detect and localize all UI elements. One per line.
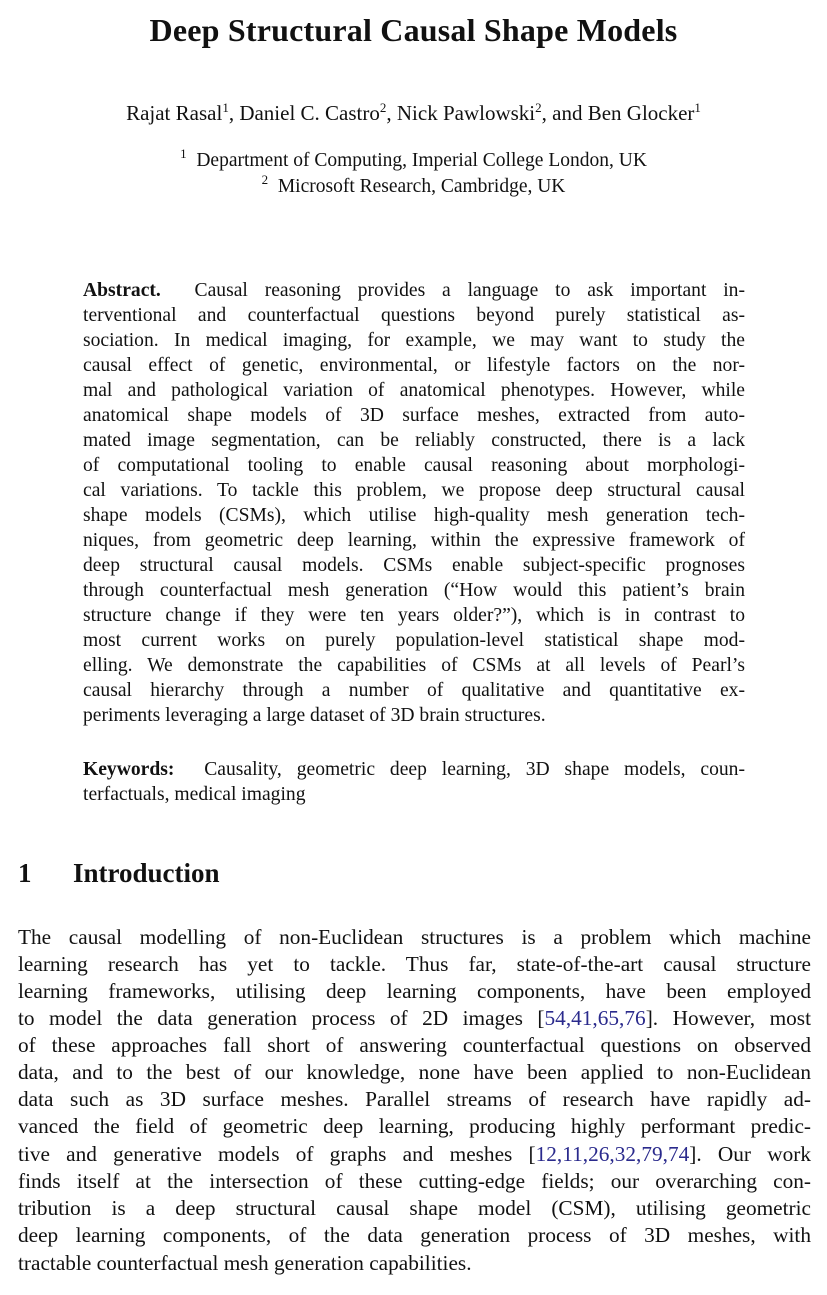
affiliation-text: Department of Computing, Imperial College London, UK bbox=[196, 150, 647, 171]
abstract-line: niques, from geometric deep learning, within the expressive framework of bbox=[83, 530, 745, 551]
section-heading bbox=[18, 856, 220, 890]
body-line: to model the data generation process of 2D images [54,41,65,76]. However, most bbox=[18, 1006, 812, 1030]
abstract-line: terventional and counterfactual questions beyond purely statistical as- bbox=[83, 305, 745, 326]
keywords-line: terfactuals, medical imaging bbox=[83, 784, 306, 805]
body-line: tive and generative models of graphs and meshes [12,11,26,32,79,74]. Our work bbox=[18, 1142, 811, 1166]
body-line: The causal modelling of non-Euclidean structures is a problem which machine bbox=[18, 925, 811, 949]
abstract-line: cal variations. To tackle this problem, we propose deep structural causal bbox=[83, 480, 745, 501]
abstract-line: of computational tooling to enable causal reasoning about morphologi- bbox=[83, 455, 745, 476]
body-line: data such as 3D surface meshes. Parallel streams of research have rapidly ad- bbox=[18, 1087, 811, 1111]
body-line: learning research has yet to tackle. Thus far, state-of-the-art causal structure bbox=[18, 952, 811, 976]
body-line: deep learning components, of the data generation process of 3D meshes, with bbox=[18, 1223, 811, 1247]
author-separator: , bbox=[386, 101, 397, 125]
abstract-line: shape models (CSMs), which utilise high-quality mesh generation tech- bbox=[83, 505, 745, 526]
affiliation-text: Microsoft Research, Cambridge, UK bbox=[277, 176, 566, 197]
citation-link[interactable]: 12,11,26,32,79,74 bbox=[535, 1142, 690, 1166]
body-line: tractable counterfactual mesh generation capabilities. bbox=[18, 1251, 472, 1275]
author-separator: , bbox=[228, 101, 240, 125]
abstract-line: causal effect of genetic, environmental, or lifestyle factors on the nor- bbox=[83, 355, 745, 376]
author-list bbox=[0, 99, 827, 127]
keywords-label: Keywords: bbox=[83, 759, 175, 780]
affiliation-mark: 1 bbox=[694, 100, 701, 115]
abstract-line: elling. We demonstrate the capabilities of CSMs at all levels of Pearl’s bbox=[83, 655, 745, 676]
affiliation bbox=[0, 174, 827, 200]
abstract-line: causal hierarchy through a number of qualitative and quantitative ex- bbox=[83, 680, 745, 701]
abstract-line: Abstract. Causal reasoning provides a language to ask important in- bbox=[83, 280, 745, 301]
section-title: Introduction bbox=[73, 858, 220, 888]
abstract-line: mated image segmentation, can be reliably constructed, there is a lack bbox=[83, 430, 745, 451]
affiliation bbox=[0, 148, 827, 174]
body-line: tribution is a deep structural causal shape model (CSM), utilising geometric bbox=[18, 1196, 811, 1220]
affiliation-mark: 2 bbox=[379, 100, 387, 115]
section-number: 1 bbox=[18, 858, 32, 888]
author-name: Rajat Rasal bbox=[126, 101, 223, 125]
affiliation-mark: 1 bbox=[180, 146, 187, 161]
abstract-line: periments leveraging a large dataset of 3D brain structures. bbox=[83, 705, 546, 726]
author-name: Daniel C. Castro bbox=[239, 101, 380, 125]
abstract-line: through counterfactual mesh generation (“How would this patient’s brain bbox=[83, 580, 745, 601]
keywords-line: Keywords: Causality, geometric deep learning, 3D shape models, coun- bbox=[83, 759, 746, 780]
author-name: Ben Glocker bbox=[587, 101, 695, 125]
affiliation-mark: 1 bbox=[222, 100, 229, 115]
abstract-line: deep structural causal models. CSMs enable subject-specific prognoses bbox=[83, 555, 745, 576]
abstract-line: most current works on purely population-level statistical shape mod- bbox=[83, 630, 745, 651]
abstract-label: Abstract. bbox=[83, 280, 161, 301]
body-line: learning frameworks, utilising deep learning components, have been employed bbox=[18, 979, 811, 1003]
affiliation-mark: 2 bbox=[261, 172, 269, 187]
author-separator: , and bbox=[541, 101, 588, 125]
citation-link[interactable]: 54,41,65,76 bbox=[544, 1006, 646, 1030]
abstract-line: sociation. In medical imaging, for example, we may want to study the bbox=[83, 330, 745, 351]
abstract-line: structure change if they were ten years older?”), which is in contrast to bbox=[83, 605, 745, 626]
author-name: Nick Pawlowski bbox=[396, 101, 536, 125]
paper-title: Deep Structural Causal Shape Models bbox=[149, 12, 678, 48]
body-line: data, and to the best of our knowledge, none have been applied to non-Euclidean bbox=[18, 1060, 811, 1084]
body-line: vanced the field of geometric deep learning, producing highly performant predic- bbox=[18, 1114, 811, 1138]
abstract-line: anatomical shape models of 3D surface meshes, extracted from auto- bbox=[83, 405, 745, 426]
affiliation-mark: 2 bbox=[535, 100, 542, 115]
abstract-line: mal and pathological variation of anatomical phenotypes. However, while bbox=[83, 380, 745, 401]
body-line: of these approaches fall short of answering counterfactual questions on observed bbox=[18, 1033, 811, 1057]
body-line: finds itself at the intersection of these cutting-edge fields; our overarching con- bbox=[18, 1169, 811, 1193]
